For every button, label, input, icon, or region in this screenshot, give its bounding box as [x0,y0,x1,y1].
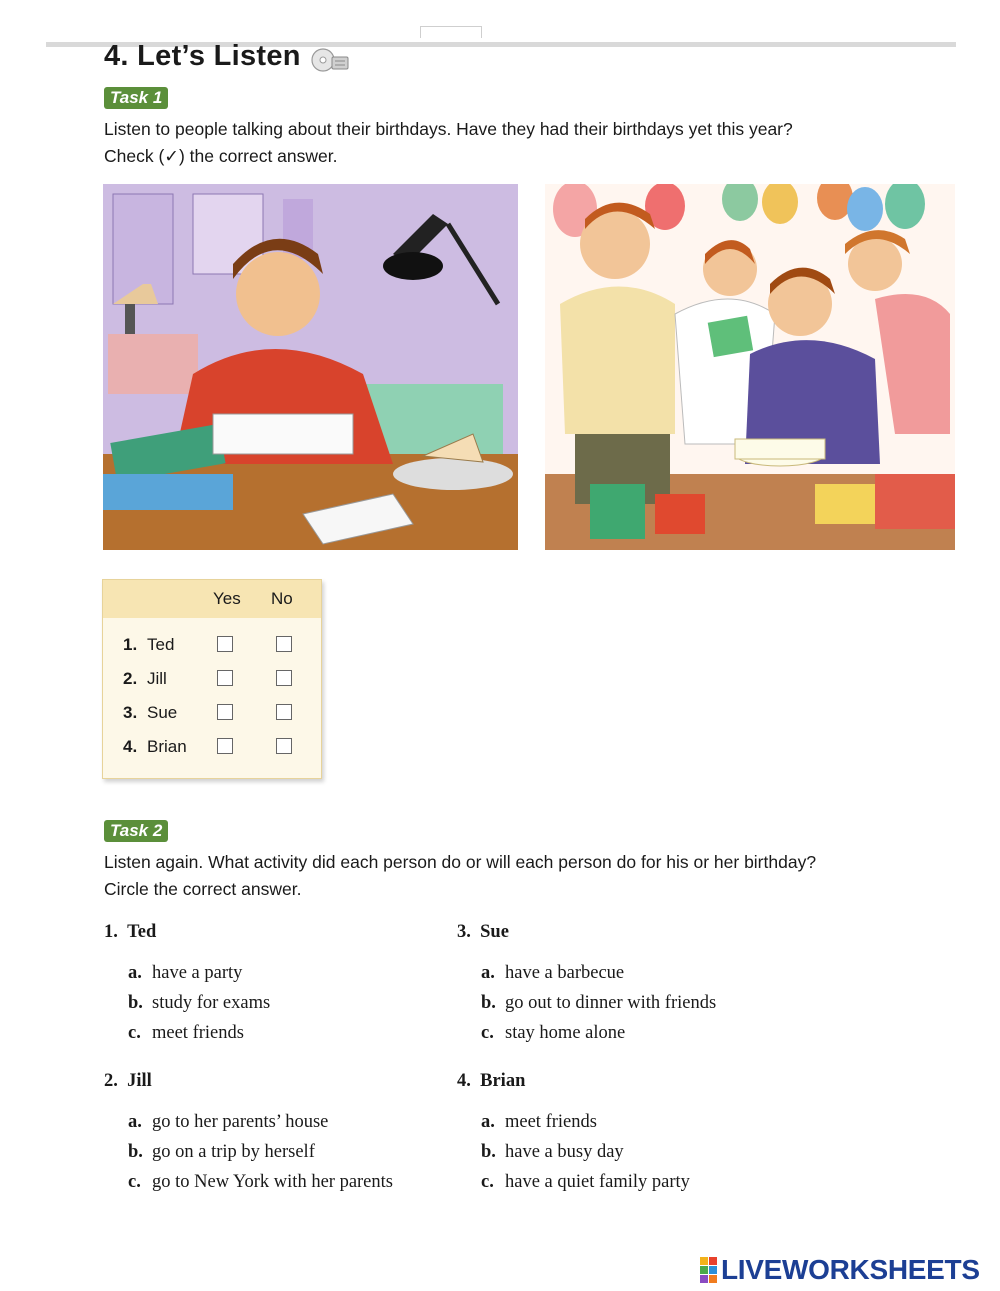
checklist-row-number: 2. [123,669,138,688]
task2-instruction-line2: Circle the correct answer. [104,879,302,899]
checklist-row-name: Jill [147,669,167,688]
option-letter: b. [481,1142,496,1162]
option-text: go out to dinner with friends [505,993,717,1013]
option-ted-c[interactable] [128,1023,244,1044]
option-jill-a[interactable] [128,1112,328,1133]
task2-instruction-line1: Listen again. What activity did each person do or will each person do for his or her birthday? [104,852,817,872]
option-text: go on a trip by herself [152,1142,315,1162]
question-number: 1. [104,922,118,942]
option-text: meet friends [152,1023,244,1043]
option-letter: a. [128,1112,142,1132]
option-letter: b. [481,993,496,1013]
option-text: have a quiet family party [505,1172,690,1192]
option-brian-b[interactable] [481,1142,624,1163]
question-name: Ted [127,922,157,942]
checklist-row-name: Brian [147,737,187,756]
option-letter: c. [128,1172,141,1192]
option-text: meet friends [505,1112,597,1132]
option-letter: c. [481,1023,494,1043]
question-number: 2. [104,1071,118,1091]
task1-badge: Task 1 [104,87,168,109]
page-top-tab [420,26,482,38]
option-brian-a[interactable] [481,1112,597,1133]
checkbox-brian-no[interactable] [276,738,292,754]
question-heading [104,1071,152,1092]
checklist-col-no: No [271,589,293,608]
checklist-row-ted [103,633,321,659]
option-text: study for exams [152,993,271,1013]
checkbox-sue-yes[interactable] [217,704,233,720]
question-heading [104,922,156,943]
option-text: have a barbecue [505,963,625,983]
checklist-row-jill [103,667,321,693]
option-text: have a busy day [505,1142,624,1162]
checklist-row-sue [103,701,321,727]
option-letter: c. [481,1172,494,1192]
option-sue-a[interactable] [481,963,624,984]
option-letter: b. [128,993,143,1013]
option-ted-b[interactable] [128,993,270,1014]
option-letter: b. [128,1142,143,1162]
logo-text: LIVEWORKSHEETS [721,1254,980,1285]
option-letter: a. [481,963,495,983]
checkbox-ted-no[interactable] [276,636,292,652]
question-name: Brian [480,1071,526,1091]
checklist-row-name: Ted [147,635,175,654]
checkbox-jill-yes[interactable] [217,670,233,686]
illustration-student-studying [103,184,518,550]
task2-instructions [104,849,816,903]
option-letter: a. [481,1112,495,1132]
cd-audio-icon [310,47,350,73]
question-number: 3. [457,922,471,942]
question-number: 4. [457,1071,471,1091]
option-sue-b[interactable] [481,993,716,1014]
checkbox-ted-yes[interactable] [217,636,233,652]
question-heading [457,922,509,943]
checklist-row-name: Sue [147,703,178,722]
option-text: go to New York with her parents [152,1172,393,1192]
option-jill-b[interactable] [128,1142,315,1163]
option-ted-a[interactable] [128,963,242,984]
task1-instructions [104,116,793,170]
illustration-birthday-party [545,184,955,550]
checkbox-jill-no[interactable] [276,670,292,686]
option-letter: a. [128,963,142,983]
question-name: Jill [127,1071,152,1091]
option-text: have a party [152,963,243,983]
checkbox-brian-yes[interactable] [217,738,233,754]
section-title: 4. Let’s Listen [104,40,301,72]
option-sue-c[interactable] [481,1023,625,1044]
option-text: stay home alone [505,1023,626,1043]
question-heading [457,1071,525,1092]
checkbox-sue-no[interactable] [276,704,292,720]
option-jill-c[interactable] [128,1172,393,1193]
task2-badge: Task 2 [104,820,168,842]
option-text: go to her parents’ house [152,1112,329,1132]
logo-blocks-icon [700,1257,717,1283]
question-name: Sue [480,922,509,942]
checklist-row-number: 1. [123,635,138,654]
task1-instruction-line1: Listen to people talking about their birthdays. Have they had their birthdays yet this year? [104,119,793,139]
checklist-row-number: 3. [123,703,138,722]
checklist-row-brian [103,735,321,761]
answer-checklist [102,579,322,779]
checklist-row-number: 4. [123,737,138,756]
liveworksheets-logo[interactable] [700,1254,980,1286]
option-brian-c[interactable] [481,1172,690,1193]
checklist-col-yes: Yes [213,589,241,608]
option-letter: c. [128,1023,141,1043]
task1-instruction-line2: Check (✓) the correct answer. [104,146,338,166]
